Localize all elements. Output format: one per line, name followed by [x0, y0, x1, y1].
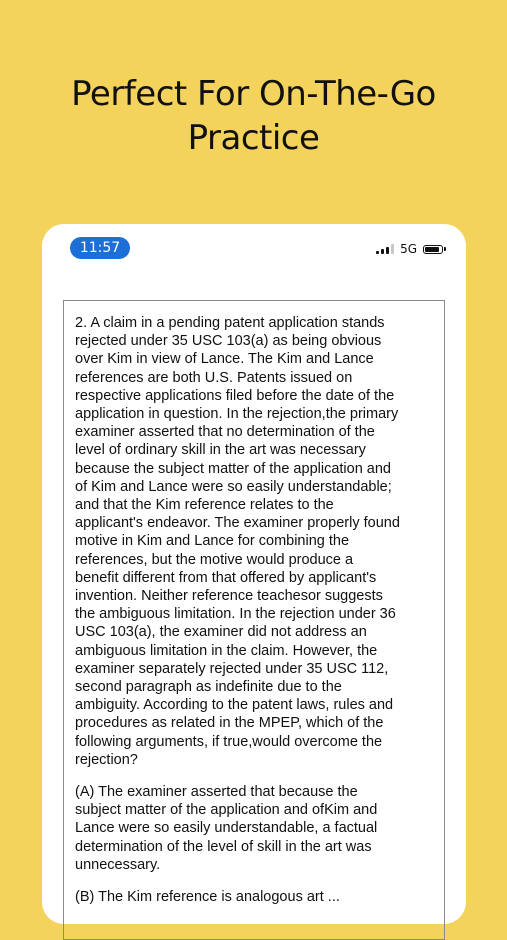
- headline: [0, 72, 507, 160]
- signal-bars-icon: [376, 244, 394, 254]
- status-time: 11:57: [70, 237, 130, 259]
- headline-line-1: Perfect For On-The-Go: [71, 74, 436, 114]
- headline-line-2: Practice: [187, 118, 320, 158]
- question-box[interactable]: [63, 300, 445, 940]
- status-indicators: [376, 243, 446, 255]
- question-text: 2. A claim in a pending patent application stands rejected under 35 USC 103(a) as being obvious over Kim in view of Lance. The Kim and Lance references are both U.S. Patents issued on respective applications filed before the date of the application in question. In the rejection,the primary examiner asserted that no determination of the level of ordinary skill in the art was necessary because the subject matter of the application and of Kim and Lance were so easily understandable; and that the Kim reference relates to the applicant's endeavor. The examiner properly found motive in Kim and Lance for combining the references, but the motive would produce a benefit different from that offered by applicant's invention. Neither reference teachesor suggests the ambiguous limitation. In the rejection under 36 USC 103(a), the examiner did not address an ambiguous limitation in the claim. However, the examiner separately rejected under 35 USC 112, second paragraph as indefinite due to the ambiguity. According to the patent laws, rules and procedures as related in the MPEP, which of the following arguments, if true,would overcome the rejection?: [75, 315, 400, 768]
- phone-screen: [42, 224, 466, 924]
- answer-option-b[interactable]: (B) The Kim reference is analogous art ...: [75, 889, 340, 906]
- answer-option-a[interactable]: (A) The examiner asserted that because the subject matter of the application and ofKim and Lance were so easily understandable, a factual determination of the level of skill in the art was unnecessary.: [75, 784, 378, 873]
- battery-icon: [423, 245, 446, 254]
- network-label: 5G: [400, 242, 417, 256]
